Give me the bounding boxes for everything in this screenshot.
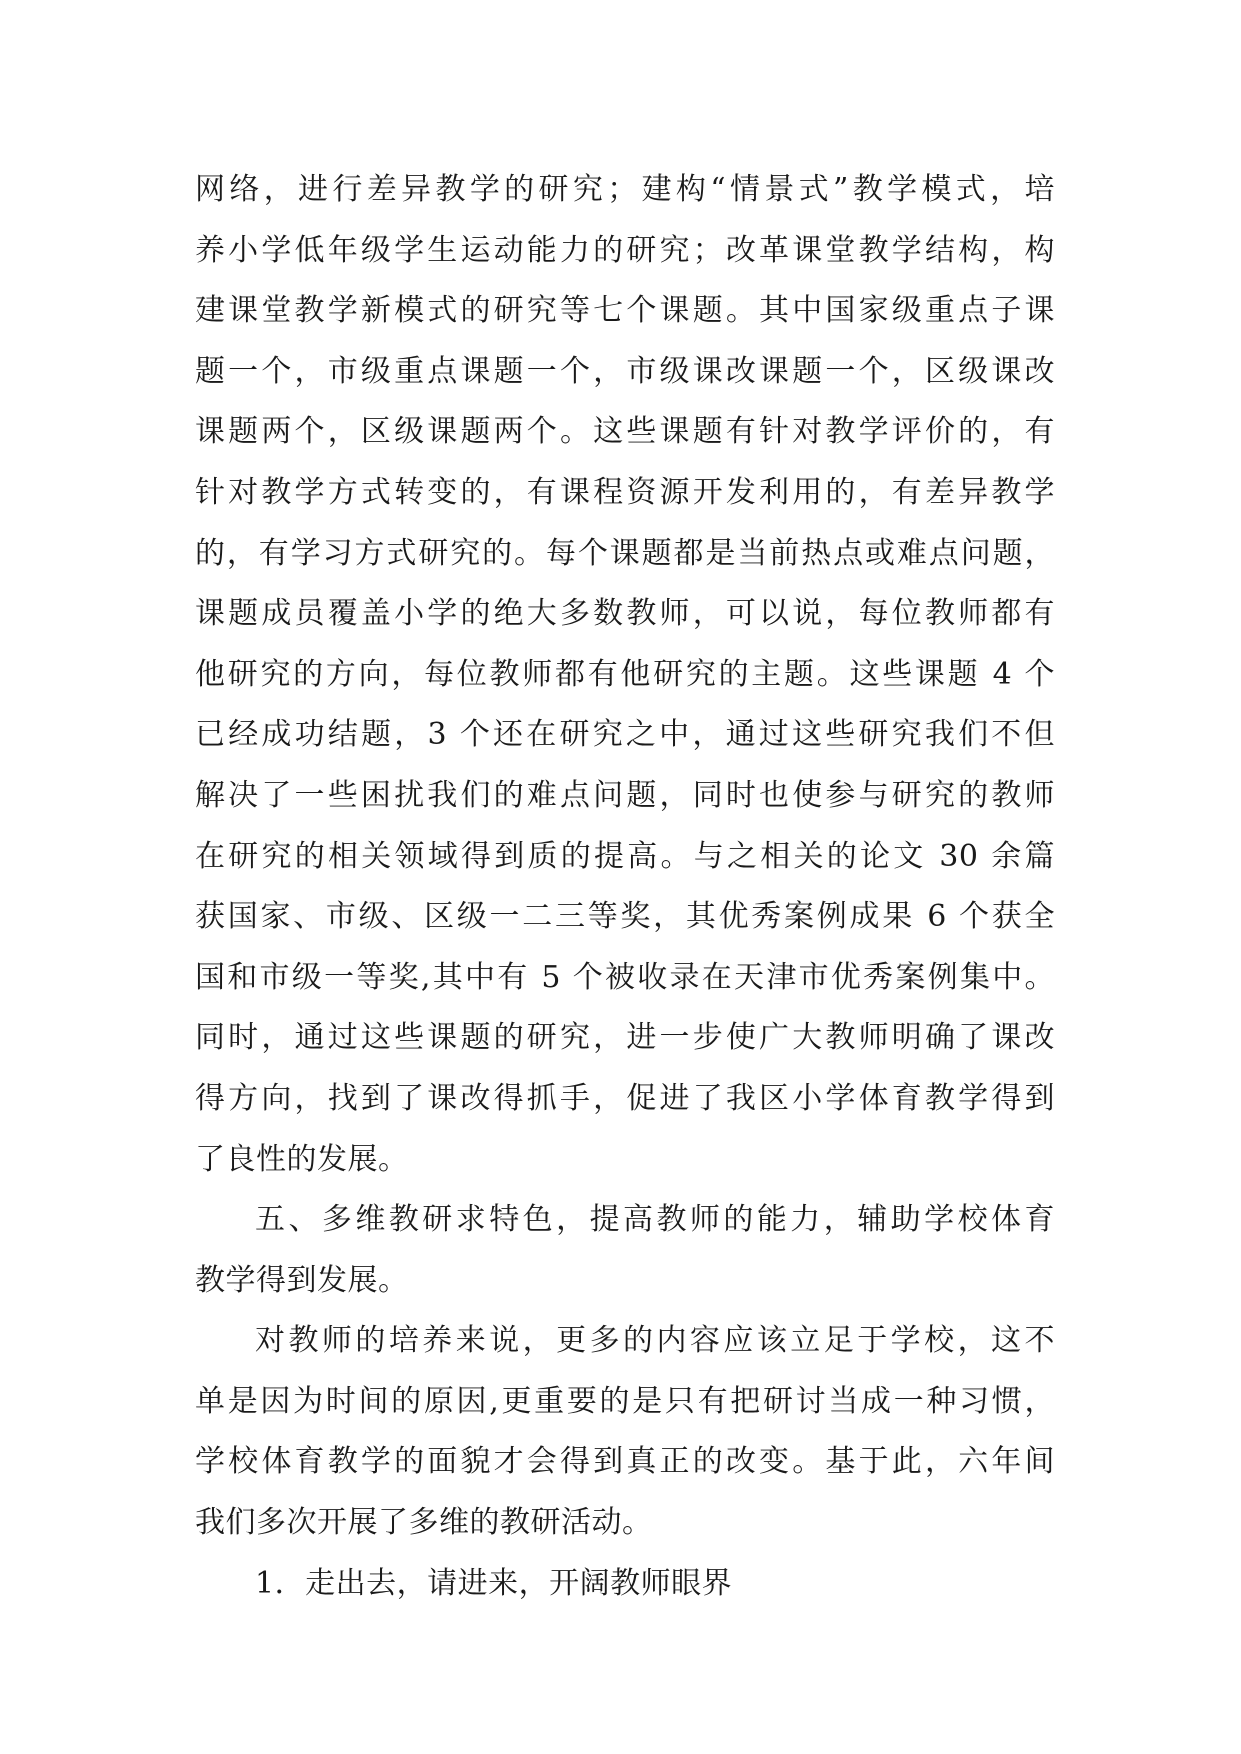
text-line: 课题成员覆盖小学的绝大多数教师，可以说，每位教师都有 [195, 596, 1055, 632]
text-line: 在研究的相关领域得到质的提高。与之相关的论文 30 余篇 [195, 838, 1055, 874]
text-line: 养小学低年级学生运动能力的研究；改革课堂教学结构，构 [195, 232, 1055, 268]
text-line: 我们多次开展了多维的教研活动。 [195, 1505, 653, 1541]
text-line: 网络，进行差异教学的研究；建构“情景式”教学模式，培 [195, 172, 1055, 207]
text-line: 针对教学方式转变的，有课程资源开发利用的，有差异教学 [195, 474, 1055, 510]
text-line: 学校体育教学的面貌才会得到真正的改变。基于此，六年间 [195, 1444, 1055, 1480]
text-line: 五、多维教研求特色，提高教师的能力，辅助学校体育 [255, 1202, 1055, 1238]
paragraph [195, 160, 1055, 1190]
text-line: 题一个，市级重点课题一个，市级课改课题一个，区级课改 [195, 353, 1055, 389]
text-line: 国和市级一等奖,其中有 5 个被收录在天津市优秀案例集中。 [195, 959, 1055, 995]
text-line: 了良性的发展。 [195, 1141, 409, 1177]
paragraph [195, 1554, 1055, 1615]
text-line: 对教师的培养来说，更多的内容应该立足于学校，这不 [255, 1323, 1055, 1359]
text-line: 的，有学习方式研究的。每个课题都是当前热点或难点问题， [195, 535, 1055, 571]
text-line: 教学得到发展。 [195, 1262, 409, 1298]
paragraph [195, 1311, 1055, 1553]
text-line: 他研究的方向，每位教师都有他研究的主题。这些课题 4 个 [195, 656, 1055, 692]
text-line: 建课堂教学新模式的研究等七个课题。其中国家级重点子课 [195, 293, 1055, 329]
text-line: 解决了一些困扰我们的难点问题，同时也使参与研究的教师 [195, 777, 1055, 813]
text-line: 同时，通过这些课题的研究，进一步使广大教师明确了课改 [195, 1020, 1055, 1056]
text-line: 获国家、市级、区级一二三等奖，其优秀案例成果 6 个获全 [195, 899, 1055, 935]
paragraph [195, 1190, 1055, 1311]
document-body [195, 160, 1055, 1614]
text-line: 已经成功结题，3 个还在研究之中，通过这些研究我们不但 [195, 717, 1055, 753]
text-line: 得方向，找到了课改得抓手，促进了我区小学体育教学得到 [195, 1080, 1055, 1116]
text-line: 课题两个，区级课题两个。这些课题有针对教学评价的，有 [195, 414, 1055, 450]
text-line: 单是因为时间的原因,更重要的是只有把研讨当成一种习惯， [195, 1383, 1055, 1419]
text-line: 1．走出去，请进来，开阔教师眼界 [255, 1565, 733, 1601]
